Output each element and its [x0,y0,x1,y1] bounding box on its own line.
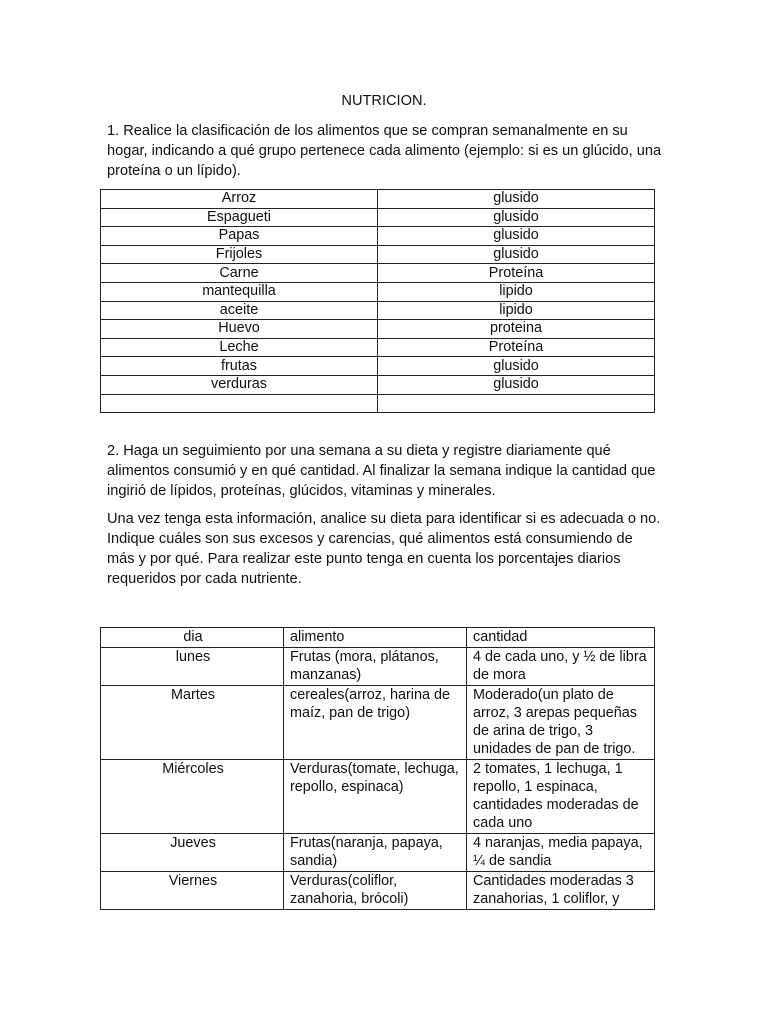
group-cell [378,394,655,413]
diet-log-table [100,627,655,910]
food-cell: verduras [101,375,378,394]
question-2-text: 2. Haga un seguimiento por una semana a su dieta y registre diariamente qué alimentos consumió y en qué cantidad. Al finalizar la semana indique la cantidad que ingirió de lípidos, proteínas, glúcidos, vitaminas y minerales. [107,443,656,499]
food-cell: mantequilla [101,282,378,301]
food-cell: Frutas (mora, plátanos, manzanas) [284,648,467,686]
day-cell: Jueves [101,834,284,872]
diet-log-row [101,686,655,760]
quantity-cell: 4 de cada uno, y ½ de libra de mora [467,648,655,686]
food-cell: frutas [101,357,378,376]
food-cell: Verduras(coliflor, zanahoria, brócoli) [284,872,467,910]
quantity-cell: Moderado(un plato de arroz, 3 arepas pequeñas de arina de trigo, 3 unidades de pan de trigo. [467,686,655,760]
group-cell: glusido [378,375,655,394]
diet-log-header-row [101,628,655,648]
group-cell: glusido [378,245,655,264]
day-cell: Viernes [101,872,284,910]
classification-row [101,208,655,227]
question-2-instructions: Una vez tenga esta información, analice su dieta para identificar si es adecuada o no. Indique cuáles son sus excesos y carencias, qué alimentos está consumiendo de más y por qué. Para realizar este punto tenga en cuenta los porcentajes diarios requeridos por cada nutriente. [107,511,661,587]
group-cell: glusido [378,227,655,246]
food-cell: aceite [101,301,378,320]
day-cell: Miércoles [101,760,284,834]
diet-log-row [101,760,655,834]
group-cell: glusido [378,208,655,227]
group-cell: Proteína [378,264,655,283]
classification-row [101,394,655,413]
food-cell: Frutas(naranja, papaya, sandia) [284,834,467,872]
food-cell: Arroz [101,190,378,209]
classification-row [101,357,655,376]
diet-log-table-body [101,628,655,910]
diet-log-row [101,834,655,872]
quantity-cell: 2 tomates, 1 lechuga, 1 repollo, 1 espinaca, cantidades moderadas de cada uno [467,760,655,834]
question-1-text: 1. Realice la clasificación de los alimentos que se compran semanalmente en su hogar, indicando a qué grupo pertenece cada alimento (ejemplo: si es un glúcido, una proteína o un lípido). [107,123,662,179]
group-cell: lipido [378,282,655,301]
classification-row [101,301,655,320]
food-cell: Huevo [101,320,378,339]
column-header: cantidad [467,628,655,648]
day-cell: Martes [101,686,284,760]
classification-row [101,190,655,209]
group-cell: lipido [378,301,655,320]
classification-row [101,320,655,339]
diet-log-row [101,648,655,686]
classification-table-body [101,190,655,413]
classification-table [100,189,655,413]
page-title: NUTRICION. [341,93,427,109]
classification-row [101,227,655,246]
group-cell: proteina [378,320,655,339]
group-cell: glusido [378,357,655,376]
group-cell: glusido [378,190,655,209]
day-cell: lunes [101,648,284,686]
food-cell: Papas [101,227,378,246]
food-cell: cereales(arroz, harina de maíz, pan de trigo) [284,686,467,760]
column-header: alimento [284,628,467,648]
classification-row [101,375,655,394]
quantity-cell: Cantidades moderadas 3 zanahorias, 1 coliflor, y [467,872,655,910]
quantity-cell: 4 naranjas, media papaya, ¼ de sandia [467,834,655,872]
classification-row [101,282,655,301]
food-cell: Frijoles [101,245,378,264]
classification-row [101,338,655,357]
column-header: dia [101,628,284,648]
food-cell: Leche [101,338,378,357]
food-cell: Verduras(tomate, lechuga, repollo, espinaca) [284,760,467,834]
food-cell [101,394,378,413]
classification-row [101,245,655,264]
food-cell: Carne [101,264,378,283]
diet-log-row [101,872,655,910]
classification-row [101,264,655,283]
food-cell: Espagueti [101,208,378,227]
group-cell: Proteína [378,338,655,357]
